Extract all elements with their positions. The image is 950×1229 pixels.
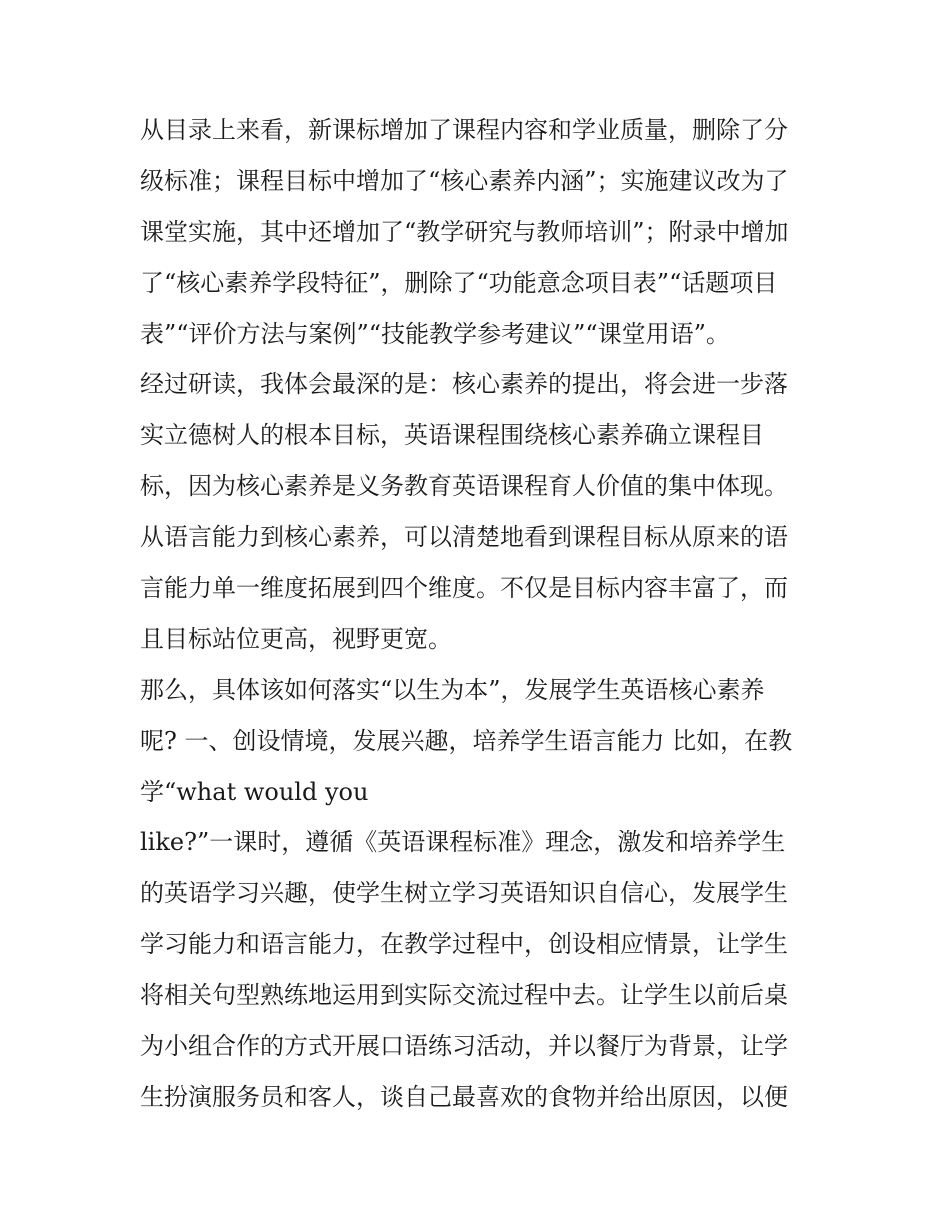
text-line: 表”“评价方法与案例”“技能教学参考建议”“课堂用语”。	[140, 319, 730, 348]
text-line: 了“核心素养学段特征”，删除了“功能意念项目表”“话题项目	[140, 268, 778, 297]
text-line: 言能力单一维度拓展到四个维度。不仅是目标内容丰富了，而	[140, 574, 788, 603]
text-line: 从语言能力到核心素养，可以清楚地看到课程目标从原来的语	[140, 523, 788, 552]
body-text	[140, 105, 820, 1123]
text-line: 学“what would you	[140, 777, 369, 806]
text-line: 课堂实施，其中还增加了“教学研究与教师培训”；附录中增加	[140, 217, 789, 246]
text-line: 且目标站位更高，视野更宽。	[140, 624, 452, 653]
text-line: 的英语学习兴趣，使学生树立学习英语知识自信心，发展学生	[140, 879, 788, 908]
text-line: 呢? 一、创设情境，发展兴趣，培养学生语言能力 比如，在教	[140, 726, 793, 755]
text-line: 生扮演服务员和客人，谈自己最喜欢的食物并给出原因，以便	[140, 1082, 788, 1111]
text-line: 实立德树人的根本目标，英语课程围绕核心素养确立课程目	[140, 421, 764, 450]
text-line: 级标准；课程目标中增加了“核心素养内涵”；实施建议改为了	[140, 166, 789, 195]
text-line: like?”一课时，遵循《英语课程标准》理念，激发和培养学生	[140, 828, 786, 857]
text-line: 从目录上来看，新课标增加了课程内容和学业质量，删除了分	[140, 116, 788, 144]
text-line: 经过研读，我体会最深的是：核心素养的提出，将会进一步落	[140, 370, 788, 399]
text-line: 学习能力和语言能力，在教学过程中，创设相应情景，让学生	[140, 930, 788, 959]
text-line: 那么，具体该如何落实“以生为本”，发展学生英语核心素养	[140, 675, 765, 704]
text-line: 为小组合作的方式开展口语练习活动，并以餐厅为背景，让学	[140, 1032, 788, 1061]
text-line: 标，因为核心素养是义务教育英语课程育人价值的集中体现。	[140, 472, 788, 501]
text-line: 将相关句型熟练地运用到实际交流过程中去。让学生以前后桌	[140, 981, 788, 1010]
